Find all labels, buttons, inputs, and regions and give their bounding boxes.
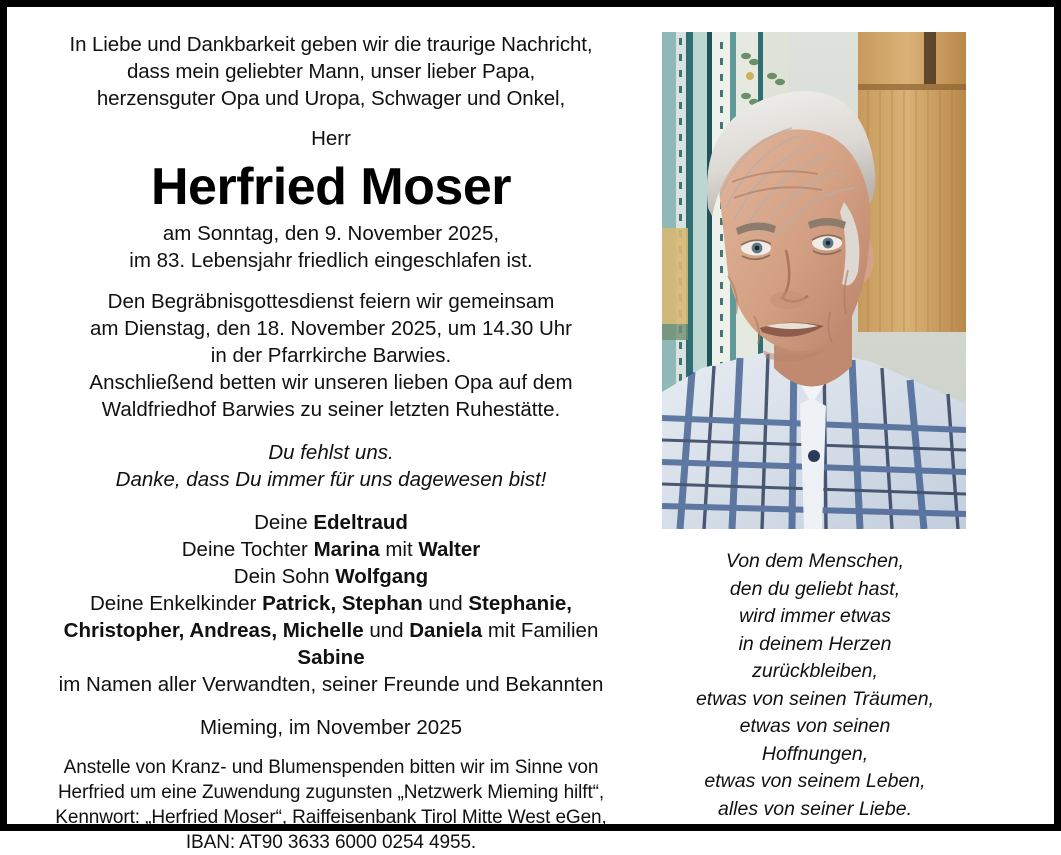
lead-paragraph (17, 31, 645, 112)
lead-line-1: In Liebe und Dankbarkeit geben wir die traurige Nachricht, (69, 33, 593, 56)
family-line-wife (17, 509, 645, 536)
grandchildren-names-4: Daniela (409, 619, 483, 642)
verse-line-6: etwas von seinen Träumen, (695, 687, 935, 710)
grandchildren-names-3: Christopher, Andreas, Michelle (63, 619, 364, 642)
service-line-5: Waldfriedhof Barwies zu seiner letzten Ruhestätte. (101, 398, 561, 421)
family-daughter-prefix: Deine Tochter (181, 538, 314, 561)
verse-line-9: etwas von seinem Leben, (704, 770, 926, 792)
deceased-name: Herfried Moser (151, 158, 511, 216)
service-line-2: am Dienstag, den 18. November 2025, um 14.30 Uhr (89, 317, 573, 340)
family-line-relatives: im Namen aller Verwandten, seiner Freunde und Bekannten (58, 673, 604, 696)
deceased-portrait-photo (662, 32, 966, 529)
honorific: Herr (311, 127, 351, 150)
family-sabine-name: Sabine (297, 646, 365, 669)
memorial-verse (655, 548, 975, 823)
obituary-text-column (7, 7, 655, 853)
death-info (17, 220, 645, 274)
family-wife-name: Edeltraud (313, 511, 408, 534)
family-daughter-mid: mit (379, 538, 419, 561)
farewell-line-2: Danke, dass Du immer für uns dagewesen bist! (115, 468, 547, 491)
family-son-name: Wolfgang (335, 565, 429, 588)
family-son-prefix: Dein Sohn (233, 565, 336, 588)
donation-line-2: Herfried um eine Zuwendung zugunsten „Netzwerk Mieming hilft“, (57, 782, 605, 803)
verse-line-4: in deinem Herzen (738, 632, 892, 655)
farewell-line-1: Du fehlst uns. (268, 441, 394, 464)
verse-line-8: Hoffnungen, (761, 742, 869, 765)
service-line-3: in der Pfarrkirche Barwies. (210, 344, 452, 367)
portrait-and-verse-column (655, 7, 1054, 824)
family-line-grandchildren-2 (17, 617, 645, 644)
donation-iban: IBAN: AT90 3633 6000 0254 4955. (185, 832, 477, 853)
family-daughter-name: Marina (313, 538, 380, 561)
service-line-4: Anschließend betten wir unseren lieben Opa auf dem (89, 371, 573, 394)
lead-line-2: dass mein geliebter Mann, unser lieber Papa, (126, 60, 536, 83)
verse-line-10: alles von seiner Liebe. (717, 797, 913, 820)
grandchildren-prefix: Deine Enkelkinder (90, 592, 263, 615)
farewell-message (17, 439, 645, 493)
grandchildren-mid-1: und (422, 592, 469, 615)
verse-line-2: den du geliebt hast, (729, 577, 901, 600)
grandchildren-names-1: Patrick, Stephan (262, 592, 423, 615)
death-age-line: im 83. Lebensjahr friedlich eingeschlafen ist. (129, 249, 533, 272)
verse-line-3: wird immer etwas (739, 605, 891, 627)
death-date-line: am Sonntag, den 9. November 2025, (162, 222, 500, 245)
verse-line-1: Von dem Menschen, (725, 550, 905, 572)
donation-line-3: Kennwort: „Herfried Moser“, Raiffeisenbank Tirol Mitte West eGen, (55, 807, 607, 828)
family-line-sabine (17, 644, 645, 671)
notice-inner (7, 7, 1054, 853)
funeral-service-info (17, 288, 645, 423)
place-and-date: Mieming, im November 2025 (199, 716, 463, 739)
donation-request (17, 755, 645, 855)
family-line-daughter (17, 536, 645, 563)
family-wife-prefix: Deine (254, 511, 314, 534)
family-signatures (17, 509, 645, 698)
lead-line-3: herzensguter Opa und Uropa, Schwager und Onkel, (96, 87, 566, 110)
verse-line-5: zurückbleiben, (752, 660, 878, 682)
verse-line-7: etwas von seinen (739, 715, 891, 737)
family-line-grandchildren-1 (17, 590, 645, 617)
family-daughter-partner: Walter (418, 538, 481, 561)
grandchildren-suffix: mit Familien (482, 619, 599, 642)
family-line-son (17, 563, 645, 590)
grandchildren-names-2: Stephanie, (468, 592, 572, 615)
grandchildren-mid-2: und (363, 619, 410, 642)
donation-line-1: Anstelle von Kranz- und Blumenspenden bitten wir im Sinne von (63, 757, 599, 778)
service-line-1: Den Begräbnisgottesdienst feiern wir gemeinsam (107, 290, 555, 313)
